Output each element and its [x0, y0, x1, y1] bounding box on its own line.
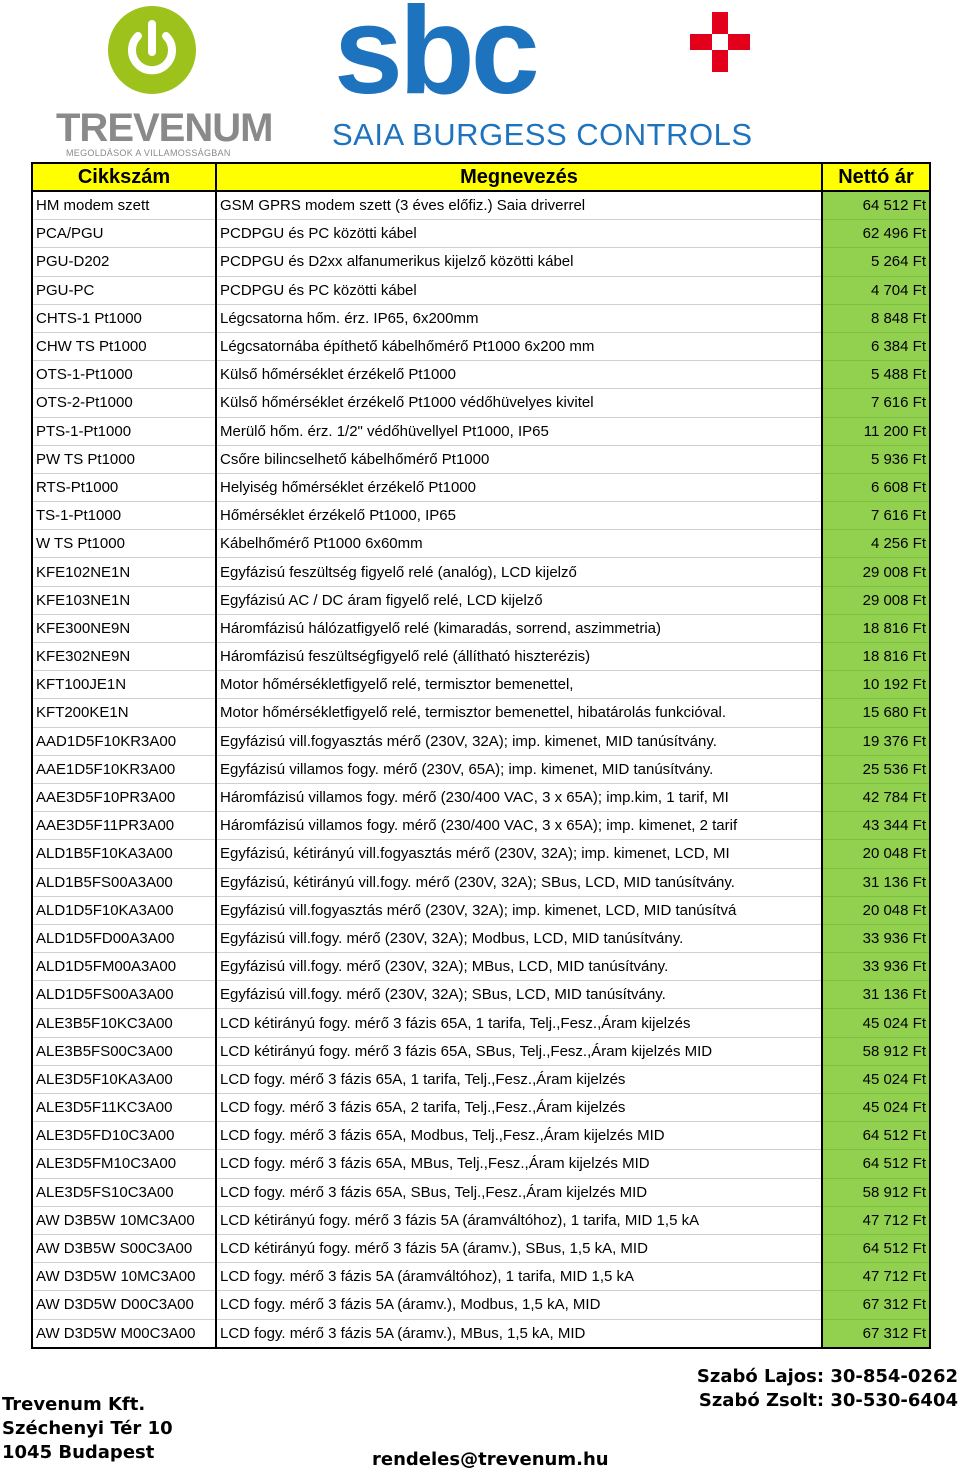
cell-price: 45 024 Ft	[822, 1065, 930, 1093]
cell-code: AW D3B5W S00C3A00	[32, 1234, 216, 1262]
cell-price: 33 936 Ft	[822, 924, 930, 952]
cell-code: ALE3D5F11KC3A00	[32, 1094, 216, 1122]
table-row	[32, 248, 930, 276]
table-row	[32, 699, 930, 727]
cell-name: LCD kétirányú fogy. mérő 3 fázis 65A, SBus, Telj.,Fesz.,Áram kijelzés MID	[216, 1037, 822, 1065]
cell-code: KFE102NE1N	[32, 558, 216, 586]
company-address	[2, 1393, 173, 1465]
cell-code: ALD1B5F10KA3A00	[32, 840, 216, 868]
cell-name: Egyfázisú feszültség figyelő relé (analóg), LCD kijelző	[216, 558, 822, 586]
cell-price: 31 136 Ft	[822, 868, 930, 896]
column-header-name: Megnevezés	[216, 163, 822, 191]
cell-price: 58 912 Ft	[822, 1037, 930, 1065]
table-row	[32, 614, 930, 642]
contact-block	[697, 1365, 958, 1413]
table-row	[32, 389, 930, 417]
cell-code: AAD1D5F10KR3A00	[32, 727, 216, 755]
cell-code: AW D3D5W M00C3A00	[32, 1319, 216, 1348]
cell-price: 42 784 Ft	[822, 783, 930, 811]
cell-name: Külső hőmérséklet érzékelő Pt1000 védőhüvelyes kivitel	[216, 389, 822, 417]
cell-price: 20 048 Ft	[822, 840, 930, 868]
cell-name: Helyiség hőmérséklet érzékelő Pt1000	[216, 473, 822, 501]
trevenum-tagline: MEGOLDÁSOK A VILLAMOSSÁGBAN	[66, 148, 231, 158]
cell-price: 18 816 Ft	[822, 614, 930, 642]
cell-code: AAE3D5F10PR3A00	[32, 783, 216, 811]
table-row	[32, 643, 930, 671]
cell-price: 5 488 Ft	[822, 361, 930, 389]
cell-price: 7 616 Ft	[822, 502, 930, 530]
cell-name: Háromfázisú villamos fogy. mérő (230/400 VAC, 3 x 65A); imp.kim, 1 tarif, MI	[216, 783, 822, 811]
table-row	[32, 304, 930, 332]
cell-name: LCD kétirányú fogy. mérő 3 fázis 5A (áramv.), SBus, 1,5 kA, MID	[216, 1234, 822, 1262]
cell-name: Egyfázisú vill.fogy. mérő (230V, 32A); SBus, LCD, MID tanúsítvány.	[216, 981, 822, 1009]
cell-price: 19 376 Ft	[822, 727, 930, 755]
cell-name: Motor hőmérsékletfigyelő relé, termisztor bemenettel, hibatárolás funkcióval.	[216, 699, 822, 727]
cell-price: 29 008 Ft	[822, 558, 930, 586]
cell-price: 11 200 Ft	[822, 417, 930, 445]
cell-name: Merülő hőm. érz. 1/2" védőhüvellyel Pt1000, IP65	[216, 417, 822, 445]
table-row	[32, 586, 930, 614]
cell-name: PCDPGU és PC közötti kábel	[216, 276, 822, 304]
cell-price: 15 680 Ft	[822, 699, 930, 727]
cell-code: ALD1B5FS00A3A00	[32, 868, 216, 896]
table-row	[32, 868, 930, 896]
company-street: Széchenyi Tér 10	[2, 1418, 173, 1439]
sbc-tagline: SAIA BURGESS CONTROLS	[332, 117, 753, 152]
table-row	[32, 417, 930, 445]
table-row	[32, 1234, 930, 1262]
table-row	[32, 1150, 930, 1178]
cell-code: ALE3B5F10KC3A00	[32, 1009, 216, 1037]
cell-price: 6 608 Ft	[822, 473, 930, 501]
cell-code: ALE3D5F10KA3A00	[32, 1065, 216, 1093]
column-header-price: Nettó ár	[822, 163, 930, 191]
cell-price: 25 536 Ft	[822, 755, 930, 783]
cell-code: RTS-Pt1000	[32, 473, 216, 501]
cell-code: HM modem szett	[32, 191, 216, 220]
table-row	[32, 558, 930, 586]
cell-price: 64 512 Ft	[822, 191, 930, 220]
cell-price: 47 712 Ft	[822, 1206, 930, 1234]
cell-code: KFE103NE1N	[32, 586, 216, 614]
cell-code: OTS-2-Pt1000	[32, 389, 216, 417]
cell-code: ALD1D5F10KA3A00	[32, 896, 216, 924]
cell-code: CHTS-1 Pt1000	[32, 304, 216, 332]
cell-price: 5 264 Ft	[822, 248, 930, 276]
table-row	[32, 502, 930, 530]
cell-price: 64 512 Ft	[822, 1150, 930, 1178]
cell-price: 64 512 Ft	[822, 1234, 930, 1262]
table-row	[32, 191, 930, 220]
cell-name: Motor hőmérsékletfigyelő relé, termisztor bemenettel,	[216, 671, 822, 699]
cell-price: 64 512 Ft	[822, 1122, 930, 1150]
company-city: 1045 Budapest	[2, 1442, 155, 1463]
cell-price: 67 312 Ft	[822, 1291, 930, 1319]
cell-price: 6 384 Ft	[822, 332, 930, 360]
trevenum-wordmark: TREVENUM	[56, 106, 273, 150]
sbc-logo	[330, 0, 760, 156]
table-row	[32, 276, 930, 304]
table-row	[32, 1065, 930, 1093]
cell-price: 8 848 Ft	[822, 304, 930, 332]
table-row	[32, 671, 930, 699]
cell-price: 10 192 Ft	[822, 671, 930, 699]
cell-code: AAE3D5F11PR3A00	[32, 812, 216, 840]
cell-code: PGU-D202	[32, 248, 216, 276]
cell-price: 45 024 Ft	[822, 1094, 930, 1122]
table-row	[32, 981, 930, 1009]
cell-code: ALE3D5FM10C3A00	[32, 1150, 216, 1178]
cell-code: OTS-1-Pt1000	[32, 361, 216, 389]
table-row	[32, 1263, 930, 1291]
cell-code: TS-1-Pt1000	[32, 502, 216, 530]
table-row	[32, 1178, 930, 1206]
cell-code: PW TS Pt1000	[32, 445, 216, 473]
table-row	[32, 1206, 930, 1234]
cell-name: PCDPGU és PC közötti kábel	[216, 220, 822, 248]
contact-phone-2: Szabó Zsolt: 30-530-6404	[698, 1390, 958, 1411]
cell-price: 29 008 Ft	[822, 586, 930, 614]
cell-price: 62 496 Ft	[822, 220, 930, 248]
cell-code: PGU-PC	[32, 276, 216, 304]
cell-code: ALE3B5FS00C3A00	[32, 1037, 216, 1065]
cell-name: Légcsatornába építhető kábelhőmérő Pt1000 6x200 mm	[216, 332, 822, 360]
cell-name: LCD fogy. mérő 3 fázis 5A (áramváltóhoz), 1 tarifa, MID 1,5 kA	[216, 1263, 822, 1291]
table-row	[32, 361, 930, 389]
table-row	[32, 755, 930, 783]
table-header-row	[32, 163, 930, 191]
cell-price: 4 256 Ft	[822, 530, 930, 558]
cell-name: Kábelhőmérő Pt1000 6x60mm	[216, 530, 822, 558]
cell-name: LCD fogy. mérő 3 fázis 5A (áramv.), Modbus, 1,5 kA, MID	[216, 1291, 822, 1319]
table-row	[32, 1122, 930, 1150]
power-icon	[108, 6, 196, 94]
trevenum-logo	[52, 2, 273, 158]
cell-name: LCD fogy. mérő 3 fázis 65A, 1 tarifa, Telj.,Fesz.,Áram kijelzés	[216, 1065, 822, 1093]
cell-code: AW D3B5W 10MC3A00	[32, 1206, 216, 1234]
table-row	[32, 727, 930, 755]
cell-price: 5 936 Ft	[822, 445, 930, 473]
cell-name: Egyfázisú AC / DC áram figyelő relé, LCD kijelző	[216, 586, 822, 614]
price-table	[31, 162, 931, 1349]
cell-name: GSM GPRS modem szett (3 éves előfiz.) Saia driverrel	[216, 191, 822, 220]
cell-code: AW D3D5W 10MC3A00	[32, 1263, 216, 1291]
cell-name: Egyfázisú vill.fogy. mérő (230V, 32A); MBus, LCD, MID tanúsítvány.	[216, 953, 822, 981]
table-row	[32, 924, 930, 952]
cell-code: KFE302NE9N	[32, 643, 216, 671]
cell-name: Csőre bilincselhető kábelhőmérő Pt1000	[216, 445, 822, 473]
cell-name: Háromfázisú villamos fogy. mérő (230/400 VAC, 3 x 65A); imp. kimenet, 2 tarif	[216, 812, 822, 840]
cell-name: Külső hőmérséklet érzékelő Pt1000	[216, 361, 822, 389]
cell-name: PCDPGU és D2xx alfanumerikus kijelző közötti kábel	[216, 248, 822, 276]
plus-icon	[690, 12, 750, 72]
cell-name: Háromfázisú hálózatfigyelő relé (kimaradás, sorrend, aszimmetria)	[216, 614, 822, 642]
cell-code: PTS-1-Pt1000	[32, 417, 216, 445]
sbc-wordmark: sbc	[334, 0, 536, 120]
table-body	[32, 191, 930, 1348]
table-row	[32, 1009, 930, 1037]
cell-price: 18 816 Ft	[822, 643, 930, 671]
cell-code: ALD1D5FS00A3A00	[32, 981, 216, 1009]
cell-price: 4 704 Ft	[822, 276, 930, 304]
table-row	[32, 1291, 930, 1319]
cell-name: LCD fogy. mérő 3 fázis 65A, MBus, Telj.,Fesz.,Áram kijelzés MID	[216, 1150, 822, 1178]
cell-code: ALE3D5FD10C3A00	[32, 1122, 216, 1150]
cell-name: LCD fogy. mérő 3 fázis 5A (áramv.), MBus, 1,5 kA, MID	[216, 1319, 822, 1348]
cell-name: Egyfázisú vill.fogyasztás mérő (230V, 32A); imp. kimenet, LCD, MID tanúsítvá	[216, 896, 822, 924]
cell-name: Légcsatorna hőm. érz. IP65, 6x200mm	[216, 304, 822, 332]
cell-name: Egyfázisú, kétirányú vill.fogy. mérő (230V, 32A); SBus, LCD, MID tanúsítvány.	[216, 868, 822, 896]
table-row	[32, 473, 930, 501]
cell-name: LCD kétirányú fogy. mérő 3 fázis 5A (áramváltóhoz), 1 tarifa, MID 1,5 kA	[216, 1206, 822, 1234]
cell-price: 58 912 Ft	[822, 1178, 930, 1206]
table-row	[32, 530, 930, 558]
table-row	[32, 445, 930, 473]
cell-price: 67 312 Ft	[822, 1319, 930, 1348]
table-row	[32, 783, 930, 811]
table-row	[32, 220, 930, 248]
company-name: Trevenum Kft.	[2, 1394, 146, 1415]
table-row	[32, 953, 930, 981]
cell-code: ALD1D5FD00A3A00	[32, 924, 216, 952]
table-row	[32, 896, 930, 924]
cell-name: Egyfázisú vill.fogy. mérő (230V, 32A); Modbus, LCD, MID tanúsítvány.	[216, 924, 822, 952]
table-row	[32, 1094, 930, 1122]
cell-price: 43 344 Ft	[822, 812, 930, 840]
cell-code: W TS Pt1000	[32, 530, 216, 558]
table-row	[32, 332, 930, 360]
cell-price: 33 936 Ft	[822, 953, 930, 981]
contact-phone-1: Szabó Lajos: 30-854-0262	[696, 1366, 958, 1387]
contact-email: rendeles@trevenum.hu	[372, 1449, 609, 1470]
cell-code: KFT100JE1N	[32, 671, 216, 699]
cell-code: ALD1D5FM00A3A00	[32, 953, 216, 981]
cell-price: 45 024 Ft	[822, 1009, 930, 1037]
cell-code: ALE3D5FS10C3A00	[32, 1178, 216, 1206]
cell-name: Egyfázisú, kétirányú vill.fogyasztás mérő (230V, 32A); imp. kimenet, LCD, MI	[216, 840, 822, 868]
cell-name: Háromfázisú feszültségfigyelő relé (állítható hiszterézis)	[216, 643, 822, 671]
table-row	[32, 840, 930, 868]
cell-name: LCD fogy. mérő 3 fázis 65A, Modbus, Telj.,Fesz.,Áram kijelzés MID	[216, 1122, 822, 1150]
cell-code: CHW TS Pt1000	[32, 332, 216, 360]
cell-code: AAE1D5F10KR3A00	[32, 755, 216, 783]
cell-code: AW D3D5W D00C3A00	[32, 1291, 216, 1319]
cell-name: Egyfázisú vill.fogyasztás mérő (230V, 32A); imp. kimenet, MID tanúsítvány.	[216, 727, 822, 755]
cell-name: LCD fogy. mérő 3 fázis 65A, 2 tarifa, Telj.,Fesz.,Áram kijelzés	[216, 1094, 822, 1122]
cell-name: LCD kétirányú fogy. mérő 3 fázis 65A, 1 tarifa, Telj.,Fesz.,Áram kijelzés	[216, 1009, 822, 1037]
cell-price: 47 712 Ft	[822, 1263, 930, 1291]
column-header-code: Cikkszám	[32, 163, 216, 191]
table-row	[32, 1319, 930, 1348]
table-row	[32, 1037, 930, 1065]
table-row	[32, 812, 930, 840]
cell-code: KFT200KE1N	[32, 699, 216, 727]
cell-name: Hőmérséklet érzékelő Pt1000, IP65	[216, 502, 822, 530]
cell-price: 31 136 Ft	[822, 981, 930, 1009]
cell-price: 20 048 Ft	[822, 896, 930, 924]
cell-name: Egyfázisú villamos fogy. mérő (230V, 65A); imp. kimenet, MID tanúsítvány.	[216, 755, 822, 783]
cell-name: LCD fogy. mérő 3 fázis 65A, SBus, Telj.,Fesz.,Áram kijelzés MID	[216, 1178, 822, 1206]
cell-code: PCA/PGU	[32, 220, 216, 248]
cell-code: KFE300NE9N	[32, 614, 216, 642]
cell-price: 7 616 Ft	[822, 389, 930, 417]
